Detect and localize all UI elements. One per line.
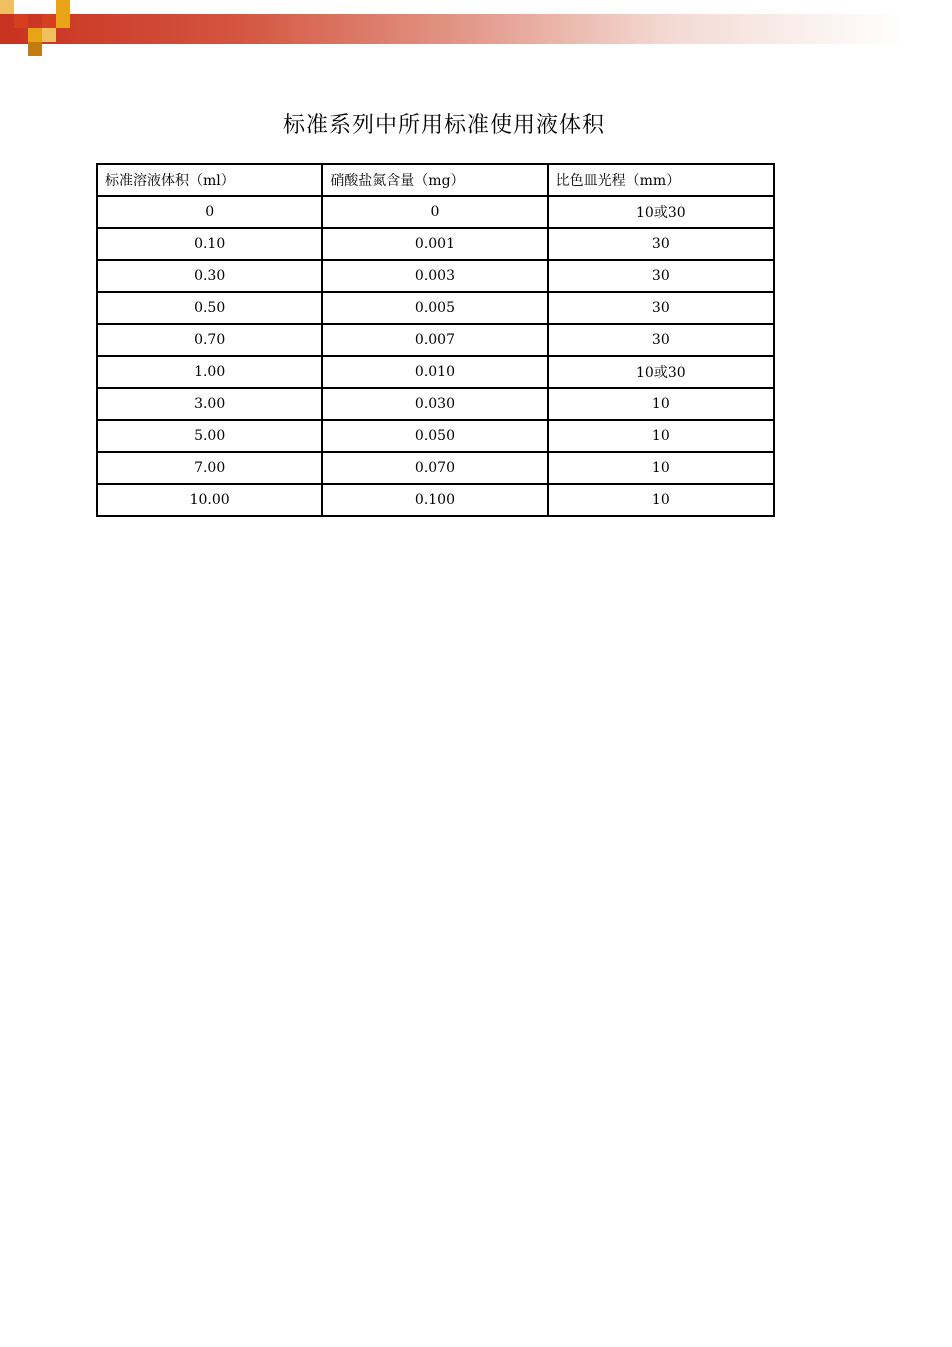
content-cell: 0 bbox=[322, 196, 547, 228]
header-gradient-band bbox=[0, 14, 952, 44]
volume-cell: 7.00 bbox=[97, 452, 322, 484]
content-cell: 0.070 bbox=[322, 452, 547, 484]
deco-square bbox=[56, 14, 70, 28]
volume-cell: 0.70 bbox=[97, 324, 322, 356]
table-row bbox=[97, 228, 774, 260]
volume-cell: 1.00 bbox=[97, 356, 322, 388]
path-length-cell: 10 bbox=[548, 420, 774, 452]
content-cell: 0.003 bbox=[322, 260, 547, 292]
table-row bbox=[97, 356, 774, 388]
table-row bbox=[97, 484, 774, 516]
path-length-cell: 30 bbox=[548, 228, 774, 260]
deco-square bbox=[28, 42, 42, 56]
content-cell: 0.050 bbox=[322, 420, 547, 452]
table-row bbox=[97, 324, 774, 356]
deco-square bbox=[28, 28, 42, 42]
content-cell: 0.001 bbox=[322, 228, 547, 260]
header-cuvette-path-length: 比色皿光程（mm） bbox=[548, 164, 774, 196]
table-row bbox=[97, 388, 774, 420]
header-nitrate-nitrogen-content: 硝酸盐氮含量（mg） bbox=[322, 164, 547, 196]
table-row bbox=[97, 420, 774, 452]
path-length-cell: 30 bbox=[548, 260, 774, 292]
deco-square bbox=[42, 28, 56, 42]
content-cell: 0.030 bbox=[322, 388, 547, 420]
volume-cell: 5.00 bbox=[97, 420, 322, 452]
deco-square bbox=[14, 14, 28, 28]
path-length-cell: 30 bbox=[548, 292, 774, 324]
table-row bbox=[97, 196, 774, 228]
path-length-cell: 10或30 bbox=[548, 196, 774, 228]
volume-cell: 10.00 bbox=[97, 484, 322, 516]
table-row bbox=[97, 292, 774, 324]
path-length-cell: 10 bbox=[548, 388, 774, 420]
volume-cell: 0.50 bbox=[97, 292, 322, 324]
content-cell: 0.007 bbox=[322, 324, 547, 356]
path-length-cell: 10 bbox=[548, 484, 774, 516]
volume-cell: 0 bbox=[97, 196, 322, 228]
content-cell: 0.010 bbox=[322, 356, 547, 388]
table-row bbox=[97, 452, 774, 484]
table-row bbox=[97, 260, 774, 292]
path-length-cell: 10或30 bbox=[548, 356, 774, 388]
path-length-cell: 30 bbox=[548, 324, 774, 356]
header-standard-solution-volume: 标准溶液体积（ml） bbox=[97, 164, 322, 196]
corner-decoration bbox=[0, 0, 80, 60]
path-length-cell: 10 bbox=[548, 452, 774, 484]
table-header-row bbox=[97, 164, 774, 196]
volume-cell: 0.30 bbox=[97, 260, 322, 292]
deco-square bbox=[0, 0, 14, 14]
standard-series-table bbox=[96, 163, 775, 517]
page-title: 标准系列中所用标准使用液体积 bbox=[282, 113, 605, 138]
volume-cell: 3.00 bbox=[97, 388, 322, 420]
deco-square bbox=[56, 0, 70, 14]
content-cell: 0.100 bbox=[322, 484, 547, 516]
deco-square bbox=[42, 14, 56, 28]
content-cell: 0.005 bbox=[322, 292, 547, 324]
volume-cell: 0.10 bbox=[97, 228, 322, 260]
